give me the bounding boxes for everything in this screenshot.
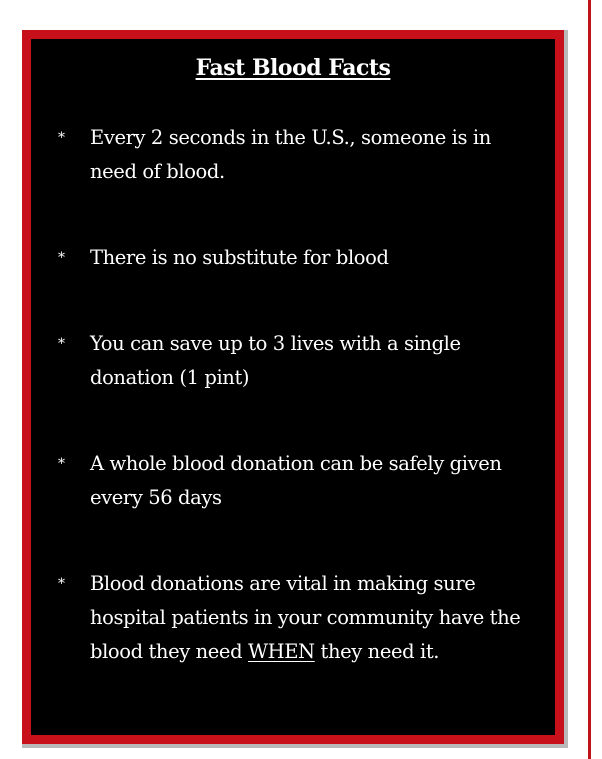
- fact-item: [31, 567, 555, 669]
- fact-text: Blood donations are vital in making sure hospital patients in your community have the blood they need: [90, 572, 521, 663]
- fact-text: A whole blood donation can be safely given every 56 days: [90, 452, 502, 509]
- fact-list: [31, 121, 555, 669]
- asterisk-bullet-icon: *: [58, 576, 65, 592]
- fact-item: [31, 241, 555, 275]
- asterisk-bullet-icon: *: [58, 456, 65, 472]
- fact-item: [31, 121, 555, 189]
- fact-item: [31, 447, 555, 515]
- asterisk-bullet-icon: *: [58, 250, 65, 266]
- facts-title: Fast Blood Facts: [195, 55, 391, 81]
- blood-facts-panel: [31, 39, 555, 735]
- fact-item: [31, 327, 555, 395]
- fact-text: There is no substitute for blood: [90, 246, 389, 269]
- asterisk-bullet-icon: *: [58, 130, 65, 146]
- fact-emphasis: WHEN: [247, 640, 315, 663]
- fact-text: You can save up to 3 lives with a single donation (1 pint): [90, 332, 461, 389]
- fact-text-tail: they need it.: [320, 640, 440, 663]
- blood-facts-box: [22, 30, 564, 744]
- page-edge-rule: [588, 0, 591, 759]
- asterisk-bullet-icon: *: [58, 336, 65, 352]
- fact-text: Every 2 seconds in the U.S., someone is in need of blood.: [90, 126, 491, 183]
